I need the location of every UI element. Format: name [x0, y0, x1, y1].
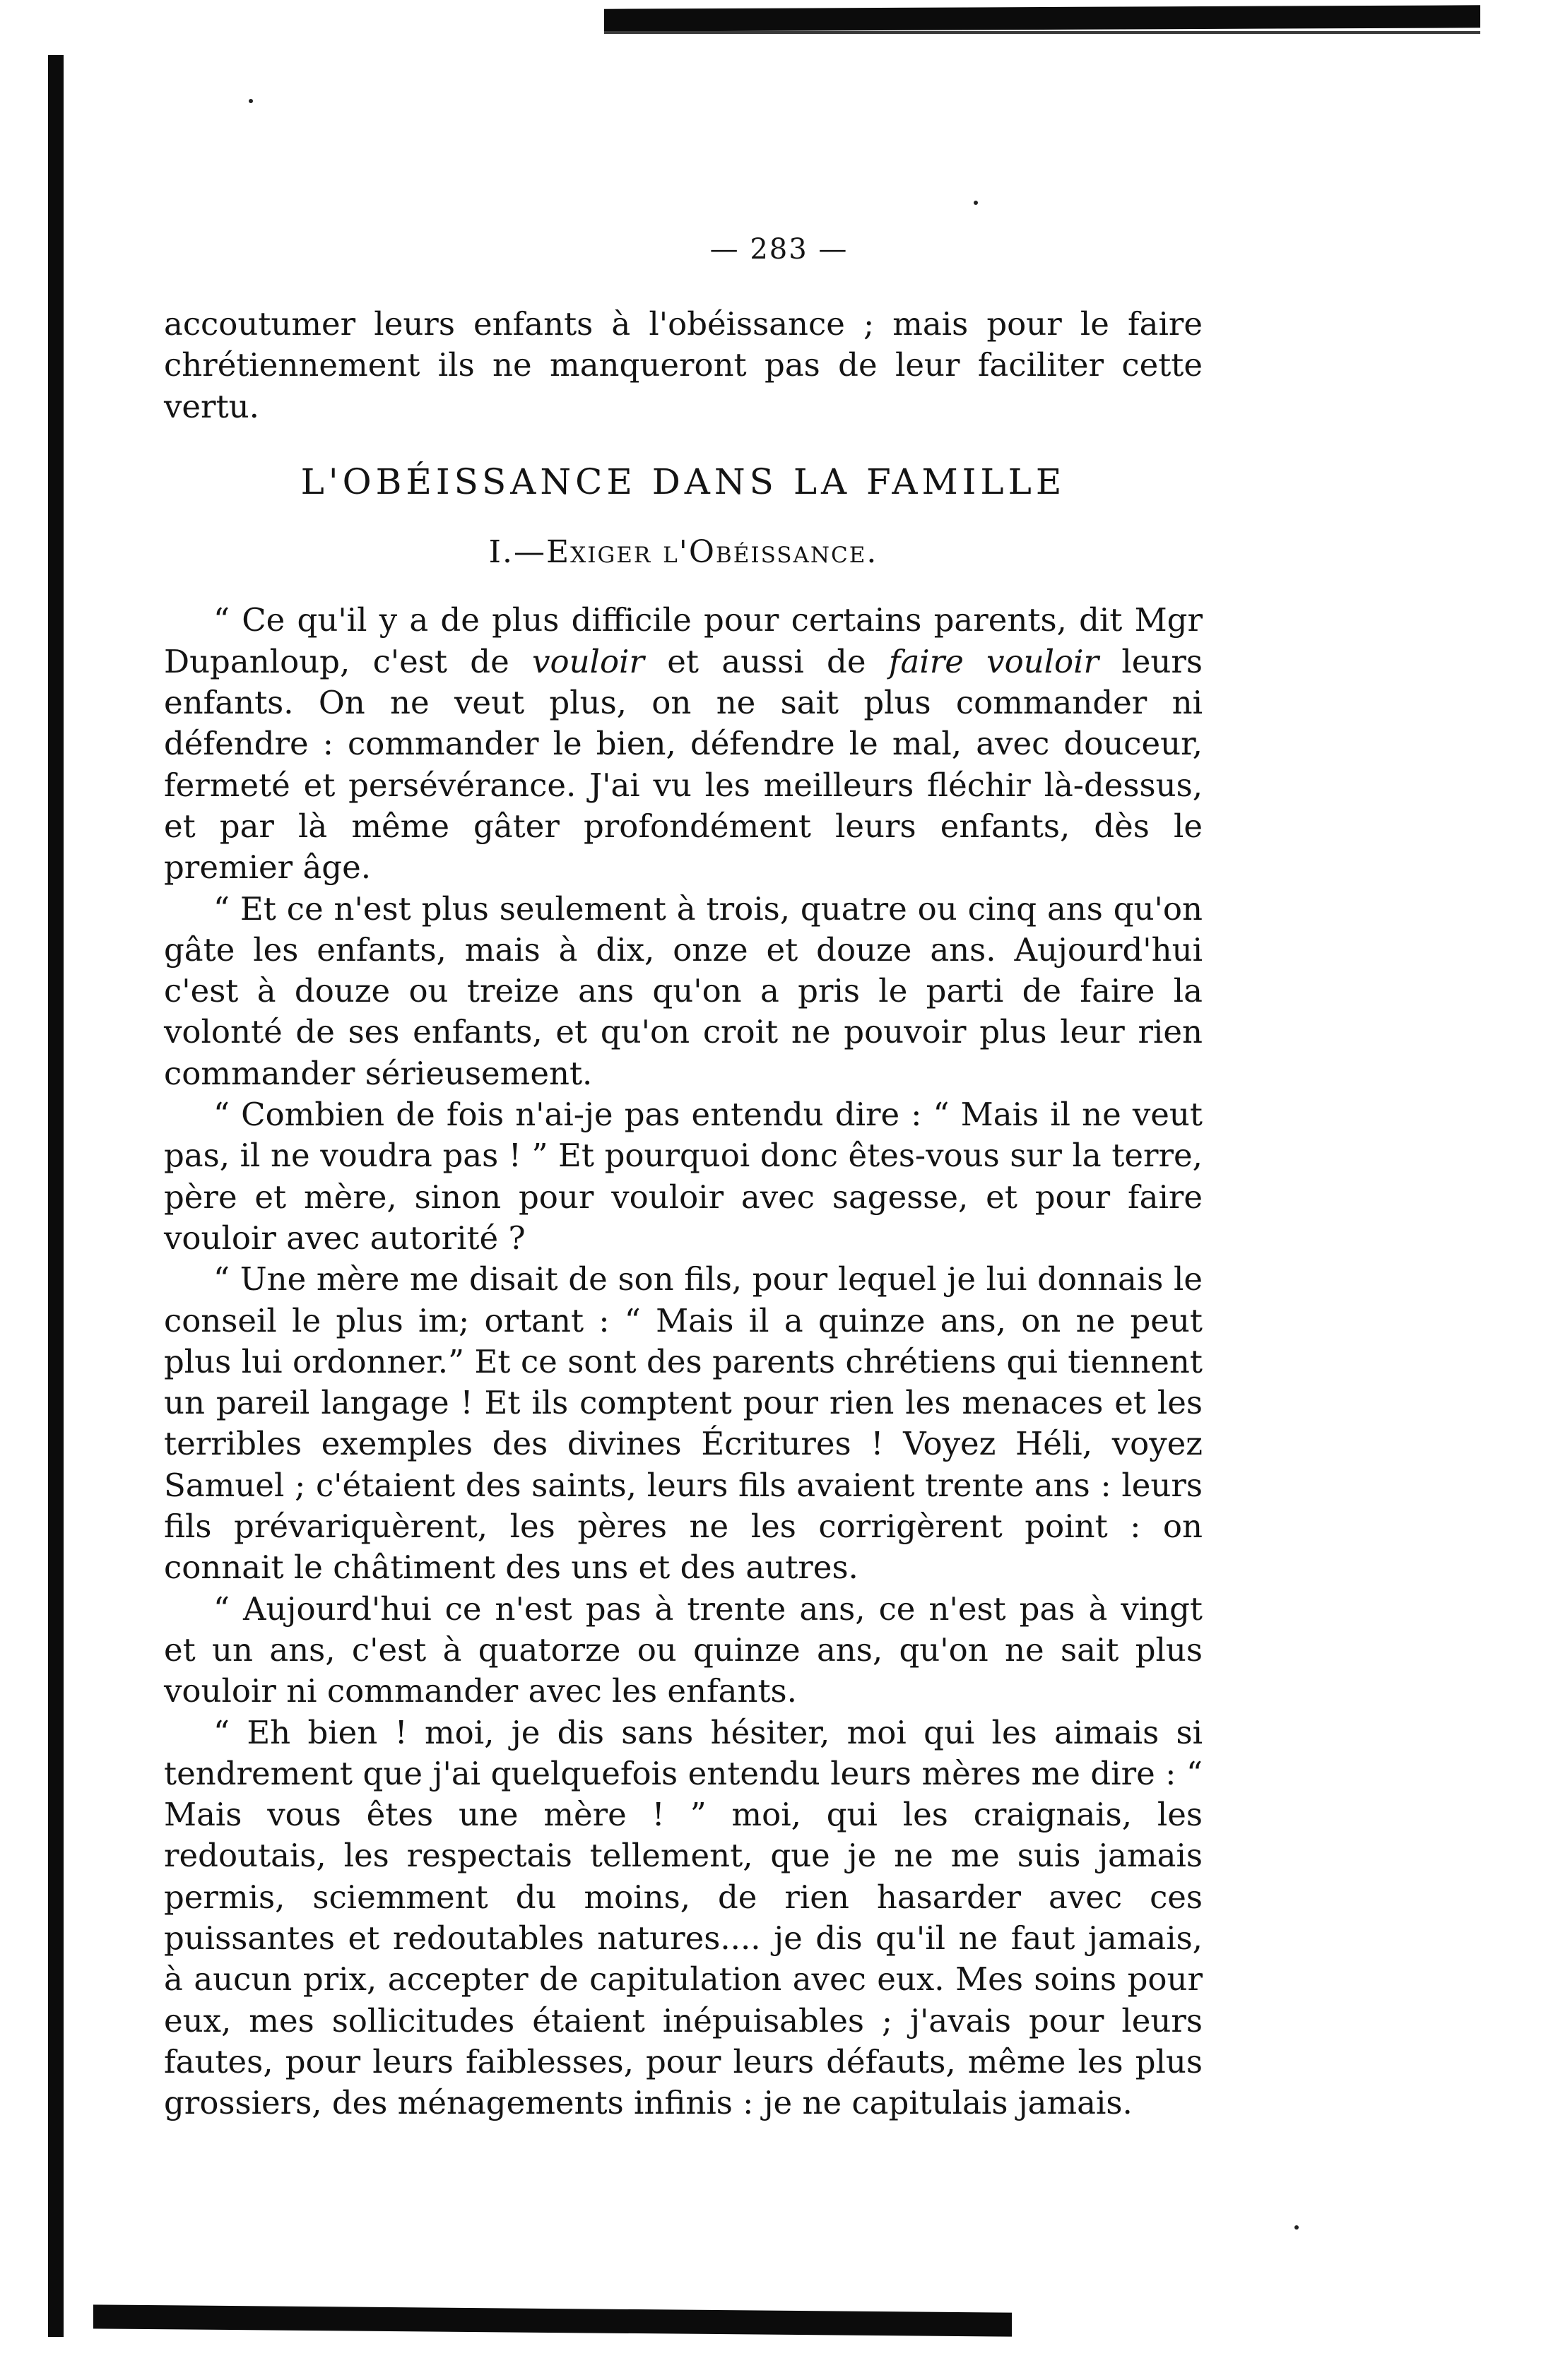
paragraph: “ Aujourd'hui ce n'est pas à trente ans, ce n'est pas à vingt et un ans, c'est à quatorze ou quinze ans, qu'on ne sait plus vouloir ni commander avec les enfants. [164, 1589, 1203, 1710]
paragraph: “ Eh bien ! moi, je dis sans hésiter, moi qui les aimais si tendrement que j'ai quelquefois entendu leurs mères me dire : “ Mais vous êtes une mère ! ” moi, qui les craignais, les redoutais, les respectais tellement, que je ne me suis jamais permis, sciemment du moins, de rien hasarder avec ces puissantes et redoutables natures.... je dis qu'il ne faut jamais, à aucun prix, accepter de capitulation avec eux. Mes soins pour eux, mes sollicitudes étaient inépuisables ; j'avais pour leurs fautes, pour leurs faiblesses, pour leurs défauts, même les plus grossiers, des ménagements infinis : je ne capitulais jamais. [164, 1713, 1203, 2122]
paragraph-text: leurs enfants. On ne veut plus, on ne sait plus commander ni défendre : commander le bien, défendre le mal, avec douceur, fermeté et persévérance. J'ai vu les meilleurs fléchir là-dessus, et par là même gâter profondément leurs enfants, dès le premier âge. [164, 642, 1203, 887]
intro-paragraph [164, 304, 1203, 386]
section-heading: I.—Exiger l'Obéissance. [488, 534, 878, 571]
intro-line: chrétiennement ils ne manqueront pas de leur faciliter cette [164, 346, 1203, 384]
italic-phrase: faire vouloir [888, 642, 1099, 680]
paragraph-text: “ Ce qu'il y a de plus difficile pour certains parents, dit Mgr Dupanloup, c'est de [164, 601, 1203, 680]
bottom-scan-border [93, 2304, 1012, 2336]
top-scan-border-thin [604, 31, 1480, 34]
scan-speck [249, 99, 253, 103]
paragraph-text: et aussi de [644, 642, 889, 680]
page-body [164, 304, 1203, 2124]
scan-speck [1294, 2225, 1299, 2230]
paragraph: “ Une mère me disait de son fils, pour lequel je lui donnais le conseil le plus im; ortant : “ Mais il a quinze ans, on ne peut plus lui ordonner.” Et ce sont des parents chrétiens qui tiennent un pareil langage ! Et ils comptent pour rien les menaces et les terribles exemples des divines Écritures ! Voyez Héli, voyez Samuel ; c'étaient des saints, leurs fils avaient trente ans : leurs fils prévariquèrent, les pères ne les corrigèrent point : on connait le châtiment des uns et des autres. [164, 1260, 1203, 1587]
scan-speck [974, 201, 978, 205]
intro-paragraph-end [164, 386, 1203, 427]
top-scan-border [604, 5, 1480, 31]
chapter-heading: L'OBÉISSANCE DANS LA FAMILLE [300, 461, 1066, 502]
paragraph [164, 600, 1203, 888]
page-number: — 283 — [709, 233, 849, 266]
paragraph: “ Et ce n'est plus seulement à trois, quatre ou cinq ans qu'on gâte les enfants, mais à dix, onze et douze ans. Aujourd'hui c'est à douze ou treize ans qu'on a pris le parti de faire la volonté de ses enfants, et qu'on croit ne pouvoir plus leur rien commander sérieusement. [164, 889, 1203, 1092]
intro-line: accoutumer leurs enfants à l'obéissance ; mais pour le faire [164, 305, 1203, 343]
left-scan-border [48, 55, 64, 2337]
paragraph: “ Combien de fois n'ai-je pas entendu dire : “ Mais il ne veut pas, il ne voudra pas ! ” Et pourquoi donc êtes-vous sur la terre, père et mère, sinon pour vouloir avec sagesse, et pour faire vouloir avec autorité ? [164, 1096, 1203, 1257]
italic-word: vouloir [532, 642, 644, 680]
intro-line: vertu. [164, 387, 259, 425]
